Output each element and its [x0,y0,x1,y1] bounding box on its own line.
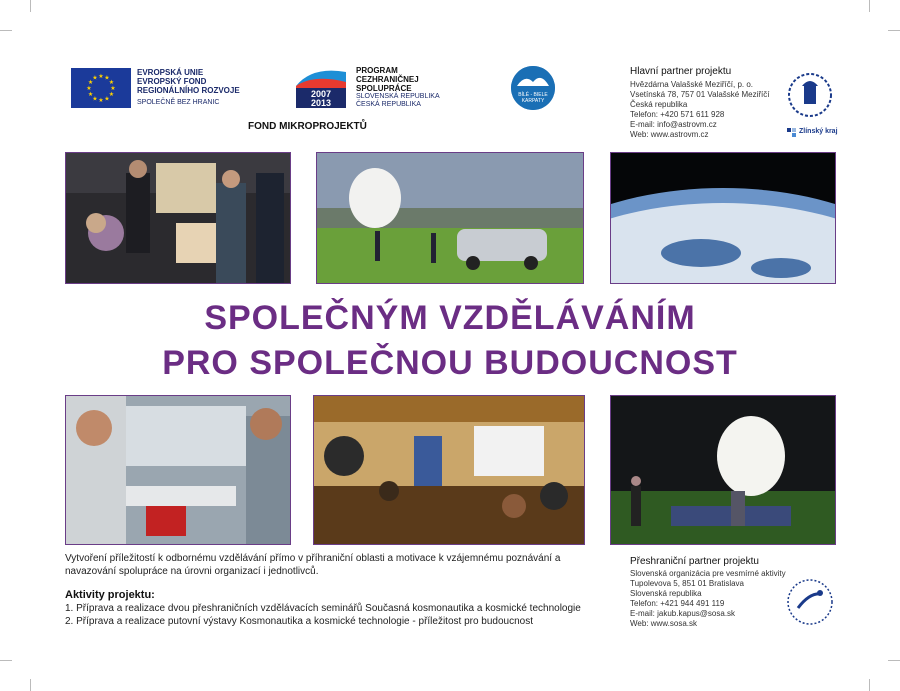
zlin-region-label: Zlínský kraj [799,128,838,135]
crop-mark-tr [888,30,900,41]
title-line1: SPOLEČNÝM VZDĚLÁVÁNÍM [204,299,696,337]
program-country2: ČESKÁ REPUBLIKA [356,101,421,108]
project-description: Vytvoření příležitostí k odbornému vzdělávání přímo v příhraniční oblasti a motivace k vzájemnému poznávání a navazování spolupráce na úrovni organizací i jednotlivců. [65,553,561,577]
cross-partner-line: Web: www.sosa.sk [630,619,697,628]
photo-night-balloon [610,395,836,545]
program-line3: SPOLUPRÁCE [356,84,412,93]
svg-text:★: ★ [86,85,92,92]
program-logo [294,66,348,108]
bile-karpaty-logo [511,66,555,110]
crop-mark-bl-v [30,679,41,691]
svg-text:★: ★ [98,73,104,80]
cross-partner-line: Tupolevova 5, 851 01 Bratislava [630,579,744,588]
program-line1: PROGRAM [356,66,398,75]
crop-mark-tr-v [869,0,880,12]
cross-partner-line: Slovenská republika [630,589,702,598]
activities-heading: Aktivity projektu: [65,589,155,601]
cross-partner-heading: Přeshraniční partner projektu [630,556,759,567]
program-text [356,66,419,93]
eu-text [137,68,240,95]
svg-text:★: ★ [104,74,110,82]
crop-mark-tl [0,30,12,41]
eu-flag-logo [71,68,131,108]
crop-mark-bl [0,660,12,671]
program-line2: CEZHRANIČNEJ [356,75,419,84]
photo-lab [65,395,291,545]
cross-partner-line: Telefon: +421 944 491 119 [630,599,725,608]
svg-text:★: ★ [110,85,116,92]
observatory-logo [787,72,833,118]
eu-line2: EVROPSKÝ FOND [137,77,207,86]
main-partner-details [630,80,769,140]
cross-partner-line: Slovenská organizácia pre vesmírné aktivity [630,569,786,578]
photo-lecture-hall [313,395,585,545]
photo-balloon-launch [316,152,584,284]
program-year1: 2007 [310,89,332,99]
zlin-region-icon [787,125,797,135]
bbk-line1: BÍLÉ - BIELE [518,92,548,98]
main-partner-heading: Hlavní partner projektu [630,66,732,77]
main-partner-line: Vsetínská 78, 757 01 Valašské Meziříčí [630,90,770,99]
svg-text:★: ★ [92,74,98,82]
photo-workshop [65,152,291,284]
svg-text:★: ★ [108,79,115,86]
program-countries [356,93,440,109]
eu-slogan: SPOLEČNĚ BEZ HRANIC [137,99,220,106]
sosa-logo [786,578,834,626]
bbk-line2: KARPATY [521,98,545,104]
cross-partner-block [630,556,786,629]
main-partner-line: E-mail: info@astrovm.cz [630,120,717,129]
fond-mikroprojektu: FOND MIKROPROJEKTŮ [248,121,367,132]
photo-earth-from-space [610,152,836,284]
crop-mark-tl-v [30,0,41,12]
main-partner-block [630,66,769,140]
svg-text:★: ★ [87,79,94,86]
activity-item: 2. Příprava a realizace putovní výstavy Kosmonautika a kosmické technologie - příležitost pro budoucnost [65,616,534,627]
cross-partner-line: E-mail: jakub.kapus@sosa.sk [630,609,736,618]
program-year2: 2013 [310,98,332,108]
main-partner-line: Web: www.astrovm.cz [630,130,709,139]
svg-text:★: ★ [104,95,110,103]
cross-partner-details [630,569,786,629]
svg-text:★: ★ [108,91,115,98]
svg-text:★: ★ [98,97,104,104]
eu-line3: REGIONÁLNÍHO ROZVOJE [137,86,240,95]
svg-text:★: ★ [87,91,94,98]
main-partner-line: Hvězdárna Valašské Meziříčí, p. o. [630,80,754,89]
activity-item: 1. Příprava a realizace dvou přeshraničních vzdělávacích seminářů Současná kosmonautika a kosmické technologie [65,603,581,614]
crop-mark-br-v [869,679,880,691]
eu-line1: EVROPSKÁ UNIE [137,68,204,77]
title-line2: PRO SPOLEČNOU BUDOUCNOST [162,344,738,382]
program-country1: SLOVENSKÁ REPUBLIKA [356,93,440,100]
svg-text:★: ★ [92,95,98,103]
crop-mark-br [888,660,900,671]
main-partner-line: Česká republika [630,100,688,109]
main-partner-line: Telefon: +420 571 611 928 [630,110,725,119]
